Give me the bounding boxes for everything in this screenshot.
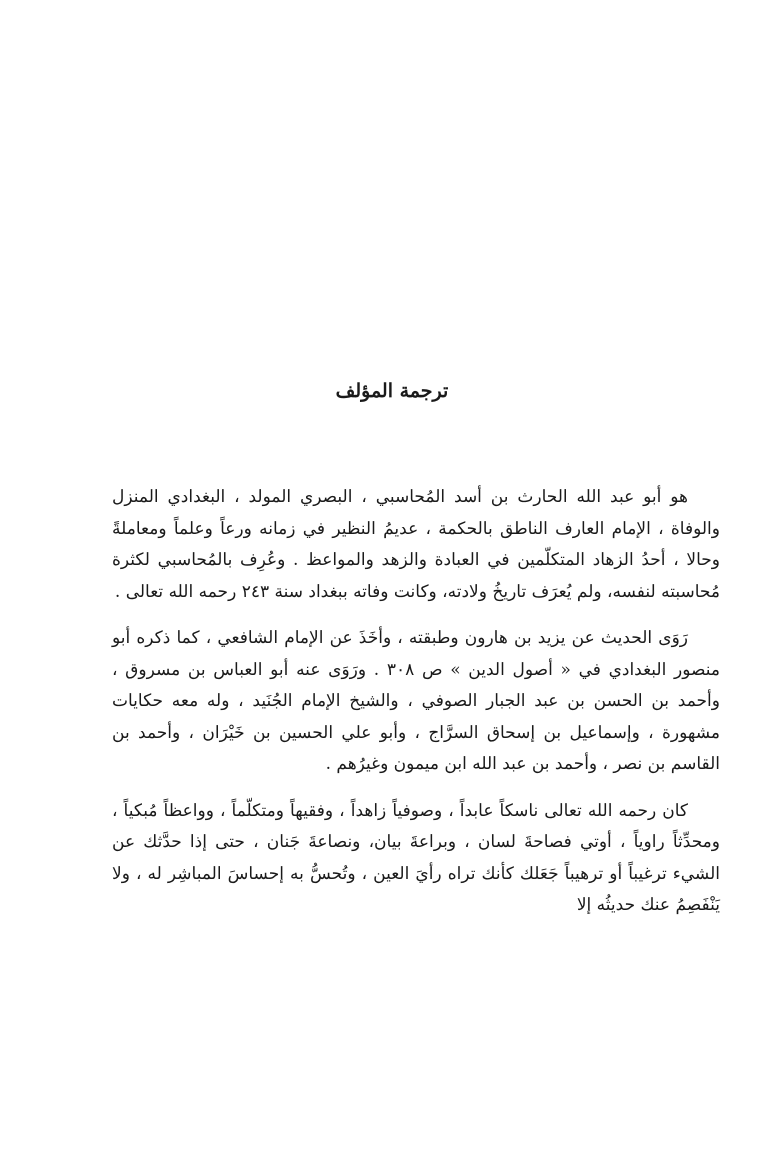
paragraph-character: كان رحمه الله تعالى ناسكاً عابداً ، وصوفياً زاهداً ، وفقيهاً ومتكلّماً ، وواعظاً مُبكياً ، ومحدِّثاً راوياً ، أوتي فصاحةَ لسان ، وبراعةَ بيان، ونصاعةَ جَنان ، حتى إذا حدَّثك عن الشيء ترغيباً أو ترهيباً جَعَلك كأنك تراه رأيَ العين ، وتُحسُّ به إحساسَ المباشِر له ، ولا يَنْفَصِمُ عنك حديثُه إلا	[112, 800, 720, 915]
paragraph-narrators: رَوَى الحديث عن يزيد بن هارون وطبقته ، وأخَذَ عن الإمام الشافعي ، كما ذكره أبو منصور البغدادي في « أصول الدين » ص ٣٠٨ . ورَوَى عنه أبو العباس بن مسروق ، وأحمد بن الحسن بن عبد الجبار الصوفي ، والشيخ الإمام الجُنَيد ، وله معه حكايات مشهورة ، وإسماعيل بن إسحاق السرَّاج ، وأبو علي الحسين بن خَيْرَان ، وأحمد بن القاسم بن نصر ، وأحمد بن عبد الله ابن ميمون وغيرُهم .	[112, 628, 720, 774]
page-title: ترجمة المؤلف	[335, 380, 449, 402]
body-text	[112, 482, 720, 922]
paragraph-biography: هو أبو عبد الله الحارث بن أسد المُحاسبي ، البصري المولد ، البغدادي المنزل والوفاة ، الإمام العارف الناطق بالحكمة ، عديمُ النظير في زمانه ورعاً وعلماً ومعاملةً وحالا ، أحدُ الزهاد المتكلّمين في العبادة والزهد والمواعظ . وعُرِف بالمُحاسبي لكثرة مُحاسبته لنفسه، ولم يُعرَف تاريخُ ولادته، وكانت وفاته ببغداد سنة ٢٤٣ رحمه الله تعالى .	[112, 487, 720, 602]
